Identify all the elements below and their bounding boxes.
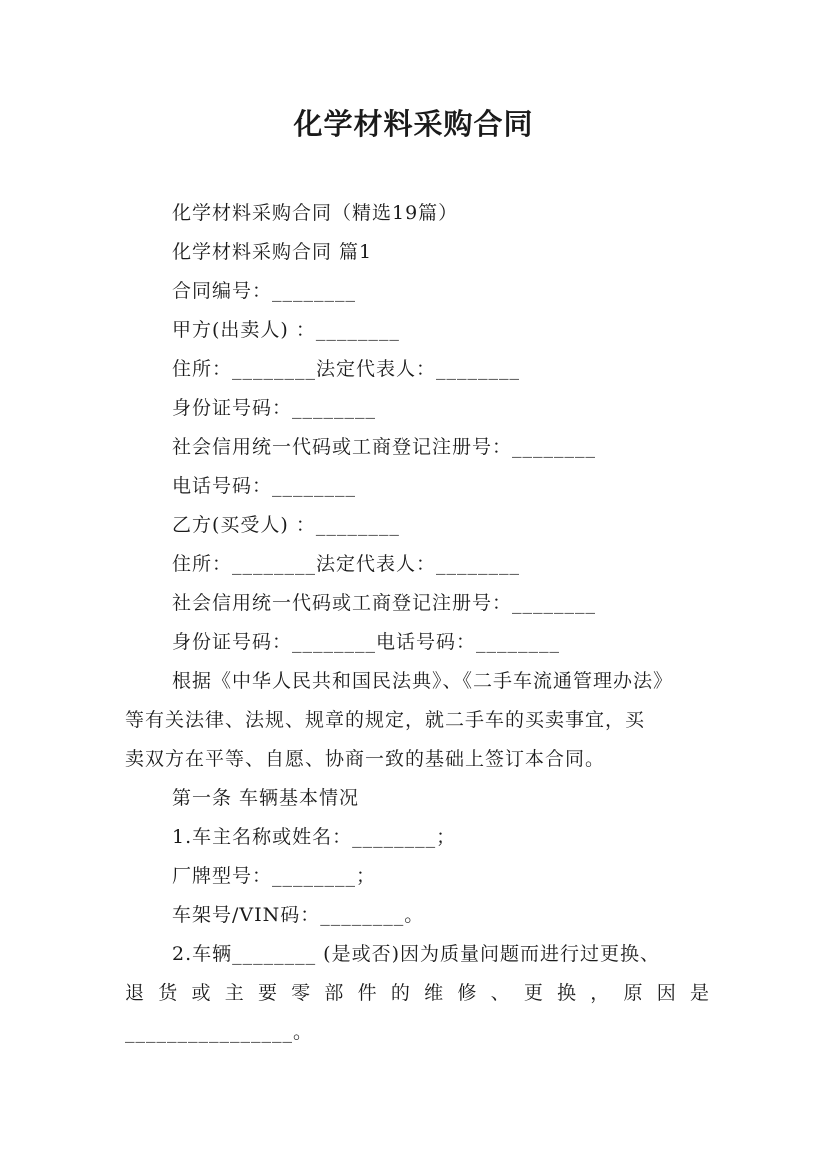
party-b-credit-code-line: 社会信用统一代码或工商登记注册号：________ — [172, 592, 597, 614]
subtitle-line: 化学材料采购合同（精选19篇） — [172, 202, 459, 224]
party-a-phone-line: 电话号码：________ — [172, 475, 357, 497]
party-a-address-line: 住所：________法定代表人：________ — [172, 358, 521, 380]
party-a-id-line: 身份证号码：________ — [172, 397, 377, 419]
reason-line: ________________。 — [125, 1021, 314, 1043]
vin-line: 车架号/VIN码：________。 — [172, 904, 425, 926]
document-title: 化学材料采购合同 — [293, 107, 534, 141]
section-heading: 化学材料采购合同 篇1 — [172, 241, 373, 263]
party-b-line: 乙方(买受人) ：________ — [172, 514, 400, 536]
contract-number-line: 合同编号：________ — [172, 280, 357, 302]
paragraph-line: 根据《中华人民共和国民法典》、《二手车流通管理办法》 — [172, 670, 674, 692]
party-b-id-phone-line: 身份证号码：________电话号码：________ — [172, 631, 561, 653]
party-b-address-line: 住所：________法定代表人：________ — [172, 553, 521, 575]
party-a-line: 甲方(出卖人) ：________ — [172, 319, 400, 341]
article-heading: 第一条 车辆基本情况 — [172, 787, 360, 809]
replacement-line: 2.车辆________ (是或否)因为质量问题而进行过更换、 — [172, 943, 660, 965]
paragraph-line: 等有关法律、法规、规章的规定，就二手车的买卖事宜，买 — [125, 709, 646, 731]
paragraph-line: 卖双方在平等、自愿、协商一致的基础上签订本合同。 — [125, 748, 606, 770]
owner-name-line: 1.车主名称或姓名：________； — [172, 826, 457, 848]
paragraph-line: 退货或主要零部件的维修、更换，原因是 — [125, 982, 710, 1004]
brand-model-line: 厂牌型号：________； — [172, 865, 377, 887]
party-a-credit-code-line: 社会信用统一代码或工商登记注册号：________ — [172, 436, 597, 458]
